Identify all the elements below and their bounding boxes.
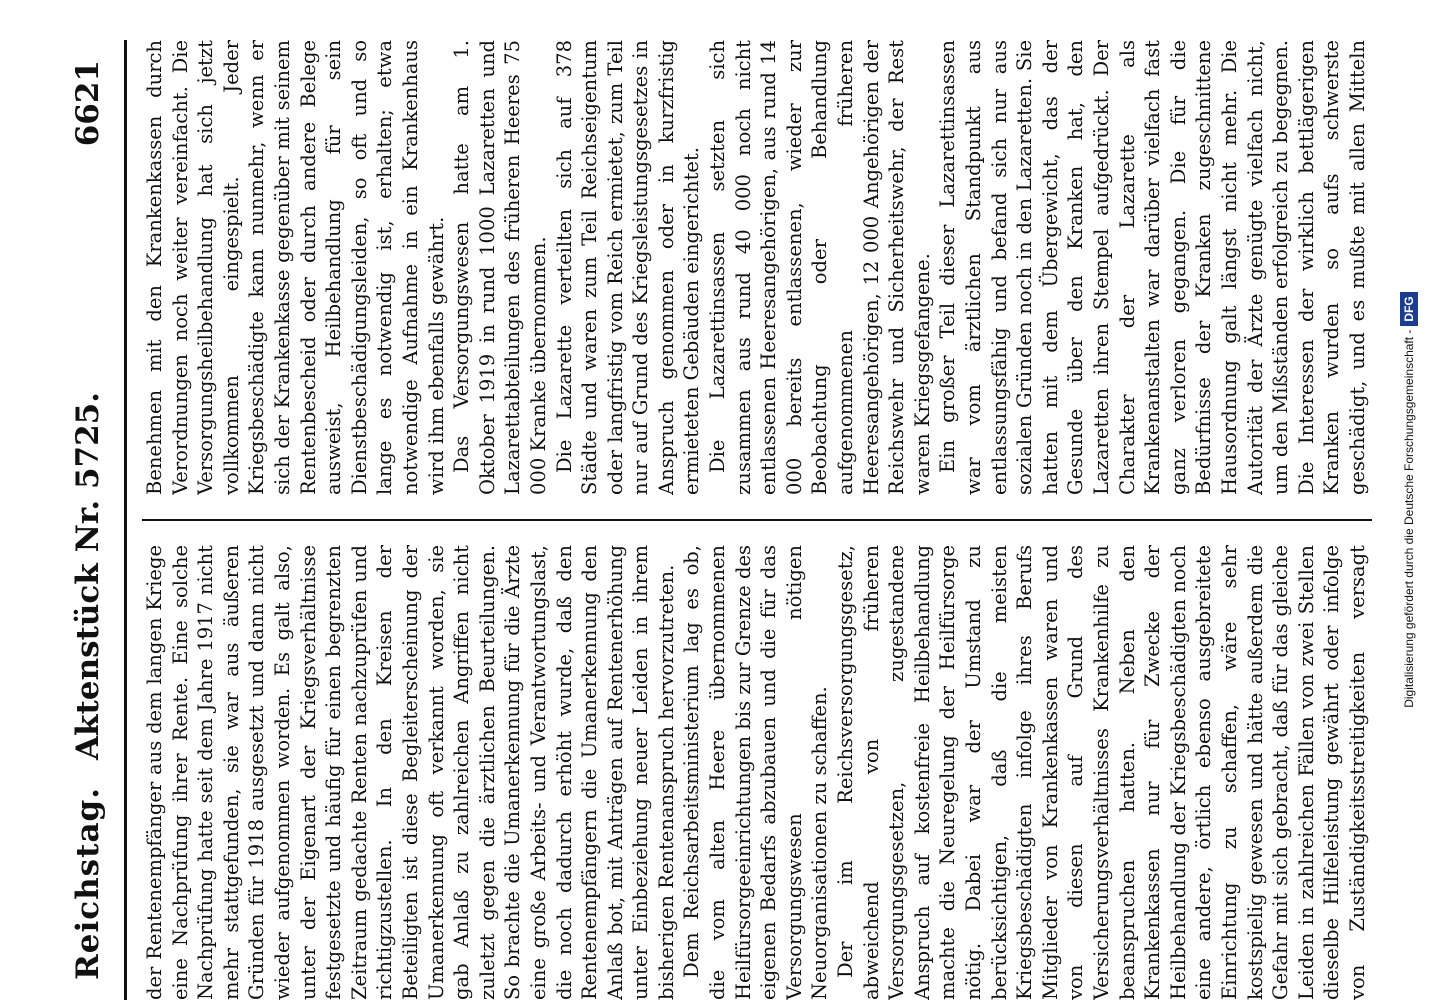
running-header: [60, 40, 127, 1000]
digitization-note: [1396, 8, 1422, 992]
dfg-logo: DFG: [1400, 292, 1418, 325]
paragraph: Das Versorgungswesen hatte am 1. Oktober 1919 in rund 1000 Lazaretten und Lazarettabteilungen des früheren Heeres 75 000 Kranke übernommen.: [450, 40, 550, 495]
left-column: [142, 545, 1372, 1000]
document-page: [60, 40, 1380, 1000]
right-column: [142, 40, 1372, 495]
header-left-title: Reichstag.: [70, 786, 106, 980]
header-page-number: 6621: [70, 60, 106, 147]
digitization-note-text: Digitalisierung gefördert durch die Deutsche Forschungsgemeinschaft -: [1402, 329, 1416, 708]
paragraph: Die Lazarettinsassen setzten sich zusammen aus rund 40 000 noch nicht entlassenen Heeresangehörigen, aus rund 14 000 bereits entlassenen, wieder zur Beobachtung oder Behandlung aufgenommenen früheren Heeresangehörigen, 12 000 Angehörigen der Reichswehr und Sicherheitswehr, der Rest waren Kriegsgefangene.: [706, 40, 934, 495]
paragraph: Ein großer Teil dieser Lazarettinsassen war vom ärztlichen Standpunkt aus entlassungsfähig und befand sich nur aus sozialen Gründen noch in den Lazaretten. Sie hatten mit dem Übergewicht, das der Gesunde über den Kranken hat, den Lazaretten ihren Stempel aufgedrückt. Der Charakter der Lazarette als Krankenanstalten war darüber vielfach fast ganz verloren gegangen. Die für die Bedürfnisse der Kranken zugeschnittene Hausordnung galt längst nicht mehr. Die Autorität der Ärzte genügte vielfach nicht, um den Mißständen erfolgreich zu begegnen. Die Interessen der wirklich bettlägerigen Kranken wurden so aufs schwerste geschädigt, und es mußte mit allen Mitteln: [936, 40, 1369, 495]
paragraph: Dem Reichsarbeitsministerium lag es ob, die vom alten Heere übernommenen Heilfürsorgeeinrichtungen bis zur Grenze des eigenen Bedarfs abzubauen und die für das Versorgungswesen nötigen Neuorganisationen zu schaffen.: [680, 545, 832, 1000]
paragraph: der Rentenempfänger aus dem langen Kriege eine Nachprüfung ihrer Rente. Eine solche Nachprüfung hatte seit dem Jahre 1917 nicht mehr stattgefunden, sie war aus äußeren Gründen für 1918 ausgesetzt und dann nicht wieder aufgenommen worden. Es galt also, unter der Eigenart der Kriegsverhältnisse festgesetzte und häufig für einen begrenzten Zeitraum gedachte Renten nachzuprüfen und richtigzustellen. In den Kreisen der Beteiligten ist diese Begleiterscheinung der Umanerkennung oft verkannt worden, sie gab Anlaß zu zahlreichen Angriffen nicht zuletzt gegen die ärztlichen Beurteilungen. So brachte die Umanerkennung für die Ärzte eine große Arbeits- und Verantwortungslast, die noch dadurch erhöht wurde, daß den Rentenempfängern die Umanerkennung den Anlaß bot, mit Anträgen auf Rentenerhöhung unter Einbeziehung neuer Leiden in ihrem bisherigen Rentenanspruch hervorzutreten.: [143, 545, 678, 1000]
paragraph: Benehmen mit den Krankenkassen durch Verordnungen noch weiter vereinfacht. Die Versorgungsheilbehandlung hat sich jetzt vollkommen eingespielt. Jeder Kriegsbeschädigte kann nunmehr, wenn er sich der Krankenkasse gegenüber mit seinem Rentenbescheid oder durch andere Belege ausweist, Heilbehandlung für sein Dienstbeschädigungsleiden, so oft und so lange es notwendig ist, erhalten; etwa notwendige Aufnahme in ein Krankenhaus wird ihm ebenfalls gewährt.: [143, 40, 448, 495]
header-document-number: Aktenstück Nr. 5725.: [70, 391, 106, 760]
paragraph: Der im Reichsversorgungsgesetz, abweichend von früheren Versorgungsgesetzen, zugestandene Anspruch auf kostenfreie Heilbehandlung machte die Neuregelung der Heilfürsorge nötig. Dabei war der Umstand zu berücksichtigen, daß die meisten Kriegsbeschädigten infolge ihres Berufs Mitglieder von Krankenkassen waren und von diesen auf Grund des Versicherungsverhältnisses Krankenhilfe zu beanspruchen hatten. Neben den Krankenkassen nur für Zwecke der Heilbehandlung der Kriegsbeschädigten noch eine andere, örtlich ebenso ausgebreitete Einrichtung zu schaffen, wäre sehr kostspielig gewesen und hätte außerdem die Gefahr mit sich gebracht, daß für das gleiche Leiden in zahlreichen Fällen von zwei Stellen dieselbe Hilfeleistung gewährt oder infolge von Zuständigkeitsstreitigkeiten versagt: [834, 545, 1369, 1000]
paragraph: Die Lazarette verteilten sich auf 378 Städte und waren zum Teil Reichseigentum oder langfristig vom Reich ermietet, zum Teil nur auf Grund des Kriegsleistungsgesetzes in Anspruch genommen oder in kurzfristig ermieteten Gebäuden eingerichtet.: [552, 40, 704, 495]
column-divider: [142, 519, 1372, 521]
